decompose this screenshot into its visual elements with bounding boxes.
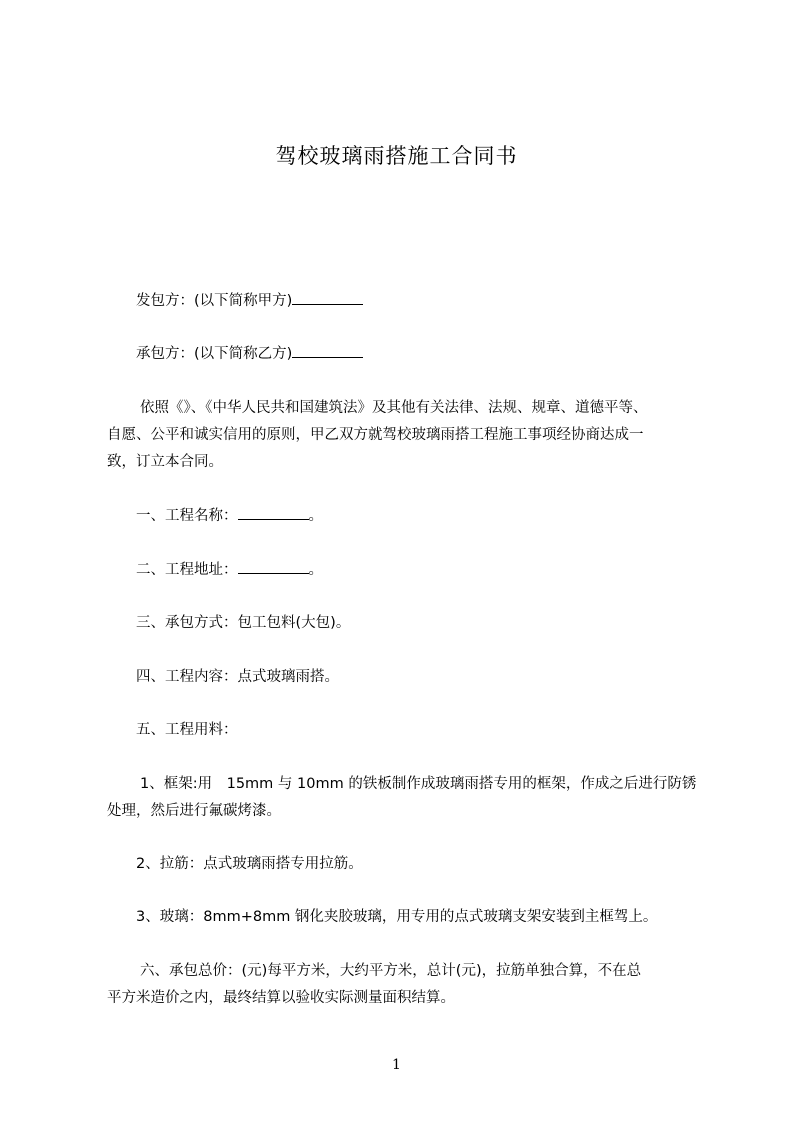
clause-1-project-name [136,505,323,527]
clause-1-suffix: 。 [308,508,323,524]
party-a-blank [292,290,363,305]
material-2-tie-bar: 2、拉筋：点式玻璃雨搭专用拉筋。 [136,856,363,872]
material-1-line-1: 1、框架:用 15mm 与 10mm 的铁板制作成玻璃雨搭专用的框架，作成之后进行防锈 [140,776,697,792]
party-a-label: 发包方：(以下简称甲方) [136,293,293,309]
preamble-line-1: 依照《》、《中华人民共和国建筑法》及其他有关法律、法规、规章、道德平等、 [140,400,648,416]
clause-2-project-address [136,559,323,581]
clause-3-contract-method: 三、承包方式：包工包料(大包)。 [136,615,351,631]
page-number: 1 [392,1057,401,1073]
clause-1-blank [238,505,309,520]
clause-4-project-content: 四、工程内容：点式玻璃雨搭。 [136,669,339,685]
party-b-line [136,343,363,365]
document-title: 驾校玻璃雨搭施工合同书 [275,144,518,168]
clause-2-label: 二、工程地址： [136,562,238,578]
party-b-blank [292,343,363,358]
clause-6-line-1: 六、承包总价：(元)每平方米，大约平方米，总计(元)，拉筋单独合算，不在总 [140,963,642,979]
preamble-line-3: 致，订立本合同。 [107,454,223,470]
party-b-label: 承包方：(以下简称乙方) [136,346,293,362]
clause-5-materials: 五、工程用料： [136,722,238,738]
preamble-line-2: 自愿、公平和诚实信用的原则，甲乙双方就驾校玻璃雨搭工程施工事项经协商达成一 [107,427,644,443]
clause-2-blank [238,559,309,574]
clause-1-label: 一、工程名称： [136,508,238,524]
clause-2-suffix: 。 [308,562,323,578]
material-1-line-2: 处理，然后进行氟碳烤漆。 [107,803,281,819]
clause-6-line-2: 平方米造价之内，最终结算以验收实际测量面积结算。 [107,990,455,1006]
material-3-glass: 3、玻璃：8mm+8mm 钢化夹胶玻璃，用专用的点式玻璃支架安装到主框驾上。 [136,909,658,925]
party-a-line [136,290,363,312]
